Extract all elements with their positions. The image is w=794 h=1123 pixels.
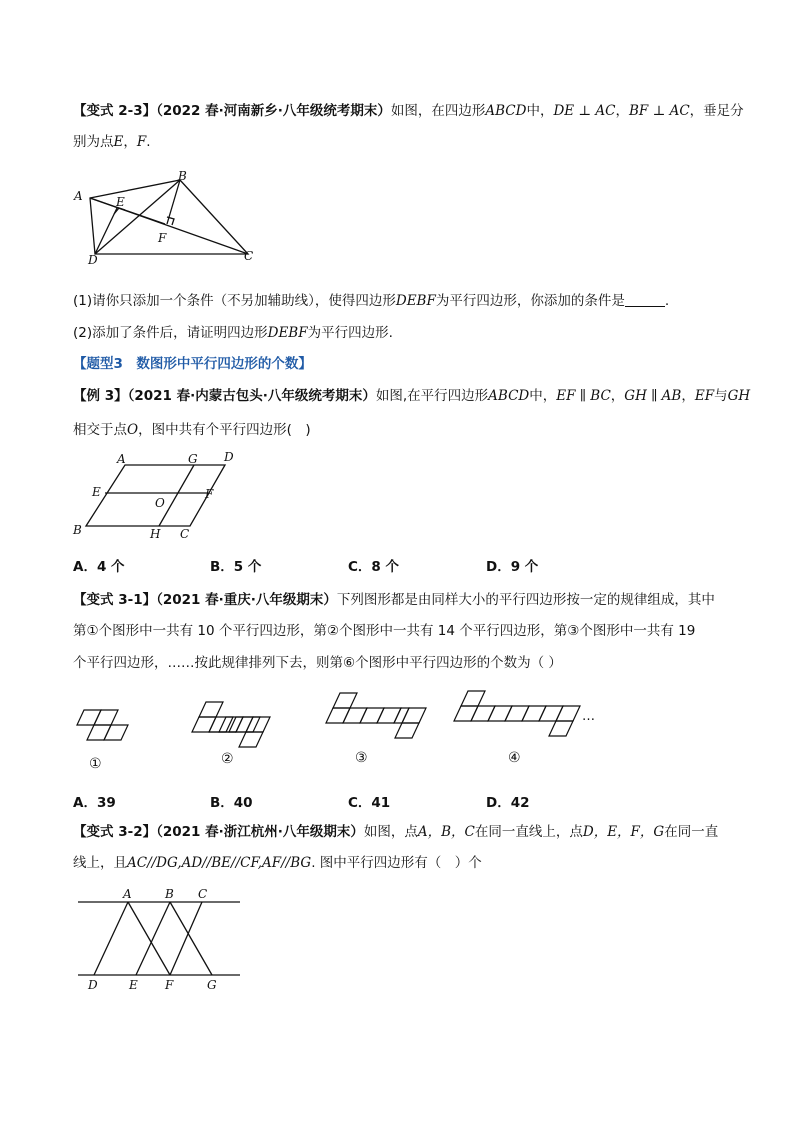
q23-line2: 别为点E，F.	[73, 134, 151, 150]
ex3-label-f: F	[205, 487, 214, 501]
q23-source: （2022 春·河南新乡·八年级统考期末）	[156, 103, 391, 119]
q23-sub1-end: .	[664, 293, 670, 309]
ex3-source: （2021 春·内蒙古包头·八年级统考期末）	[127, 388, 376, 404]
ex3-label-e: E	[92, 485, 101, 499]
q32-label-e: E	[129, 978, 138, 992]
q31-label-2: ②	[221, 751, 234, 767]
q23-figure	[70, 168, 270, 268]
q31-line2: 第①个图形中一共有 10 个平行四边形，第②个图形中一共有 14 个平行四边形，第③个图形中一共有 19	[73, 623, 696, 639]
q32-text: 在同一直线上，点	[474, 824, 583, 840]
q23-text: 别为点	[73, 134, 114, 150]
q32-line2	[73, 853, 482, 873]
q32-text: 在同一直	[664, 824, 719, 840]
ex3-text: 中，	[529, 388, 557, 404]
ex3-label-d: D	[224, 450, 234, 464]
q32-abc: A，B，C	[417, 824, 475, 840]
q23-label-d: D	[88, 253, 98, 267]
q23-abcd: ABCD	[485, 103, 527, 119]
q23-label-b: B	[178, 169, 187, 183]
q23-sub2	[73, 323, 393, 343]
q31-option-c[interactable]: C．41	[348, 795, 391, 811]
q23-label-e: E	[116, 195, 125, 209]
q23-label-a: A	[74, 189, 83, 203]
q23-sub2-pre: (2)添加了条件后，请证明四边形	[73, 325, 268, 341]
ex3-label-h: H	[150, 527, 161, 541]
q32-source: （2021 春·浙江杭州·八年级期末）	[156, 824, 364, 840]
q23-label-f: F	[158, 231, 167, 245]
ex3-label-c: C	[180, 527, 190, 541]
q32-label-g: G	[207, 978, 217, 992]
q23-sub1-post: 为平行四边形，你添加的条件是	[435, 293, 625, 309]
q31-figures	[70, 688, 630, 778]
ex3-ef: EF	[694, 388, 715, 404]
ex3-option-d[interactable]: D．9 个	[486, 559, 539, 575]
ex3-option-c[interactable]: C．8 个	[348, 559, 400, 575]
ex3-cond2: GH ∥ AB	[624, 388, 682, 404]
ex3-label-a: A	[117, 452, 126, 466]
ex3-text: 与	[714, 388, 728, 404]
q31-source: （2021 春·重庆·八年级期末）	[156, 592, 337, 608]
q31-ellipsis: …	[582, 709, 595, 724]
q31-text: 下列图形都是由同样大小的平行四边形按一定的规律组成，其中	[336, 592, 715, 608]
ex3-text: 如图,在平行四边形	[375, 388, 489, 404]
q23-sub1-pre: (1)请你只添加一个条件（不另加辅助线），使得四边形	[73, 293, 396, 309]
q32-figure	[70, 885, 270, 995]
q32-line1	[73, 822, 718, 842]
answer-blank[interactable]	[625, 292, 665, 307]
ex3-gh: GH	[727, 388, 751, 404]
q23-debf: DEBF	[395, 293, 436, 309]
q32-tag: 【变式 3-2】	[73, 824, 157, 840]
q23-tag: 【变式 2-3】	[73, 103, 157, 119]
q31-line3: 个平行四边形，……按此规律排列下去，则第⑥个图形中平行四边形的个数为（ ）	[73, 655, 562, 671]
q32-text: 如图，点	[363, 824, 418, 840]
q32-label-a: A	[123, 887, 132, 901]
ex3-option-b[interactable]: B．5 个	[210, 559, 262, 575]
q32-label-c: C	[198, 887, 208, 901]
ex3-figure	[70, 450, 270, 540]
q23-text: 如图，在四边形	[390, 103, 486, 119]
q31-label-3: ③	[355, 750, 368, 766]
q23-cond2: BF ⊥ AC	[629, 103, 690, 119]
q23-line1	[73, 101, 744, 121]
q23-sep: ，	[615, 103, 629, 119]
ex3-label-b: B	[73, 523, 82, 537]
q23-f: F	[136, 134, 147, 150]
q32-label-d: D	[88, 978, 98, 992]
ex3-line1	[73, 386, 750, 406]
ex3-option-a[interactable]: A．4 个	[73, 559, 125, 575]
ex3-label-o: O	[155, 496, 165, 510]
ex3-text: ，图中共有个平行四边形( )	[138, 422, 311, 438]
ex3-text: ，	[681, 388, 695, 404]
q23-sub2-post: 为平行四边形.	[307, 325, 393, 341]
ex3-text: 相交于点	[73, 422, 127, 438]
q31-tag: 【变式 3-1】	[73, 592, 157, 608]
q32-label-f: F	[165, 978, 174, 992]
q23-text: ，垂足分	[689, 103, 744, 119]
ex3-abcd: ABCD	[488, 388, 530, 404]
ex3-o: O	[127, 422, 139, 438]
q23-cond1: DE ⊥ AC	[553, 103, 616, 119]
q31-line1	[73, 590, 715, 610]
ex3-label-g: G	[188, 452, 198, 466]
ex3-sep: ，	[610, 388, 625, 404]
q31-option-a[interactable]: A．39	[73, 795, 116, 811]
q32-text: 线上，且	[73, 855, 127, 871]
q32-label-b: B	[165, 887, 174, 901]
q23-e: E	[113, 134, 124, 150]
ex3-line2	[73, 420, 311, 440]
q32-defg: D，E，F，G	[582, 824, 665, 840]
q31-label-4: ④	[508, 750, 521, 766]
q31-label-1: ①	[89, 756, 102, 772]
ex3-cond1: EF ∥ BC	[556, 388, 611, 404]
q23-text: .	[146, 134, 151, 150]
q23-debf: DEBF	[267, 325, 308, 341]
q23-label-c: C	[244, 249, 254, 263]
q31-option-b[interactable]: B．40	[210, 795, 253, 811]
q23-text: 中，	[526, 103, 554, 119]
q23-sub1	[73, 291, 669, 311]
section-title: 【题型3 数图形中平行四边形的个数】	[73, 356, 312, 372]
q31-option-d[interactable]: D．42	[486, 795, 530, 811]
q32-conditions: AC//DG,AD//BE//CF,AF//BG	[127, 855, 312, 871]
ex3-tag: 【例 3】	[73, 388, 128, 404]
q32-text: . 图中平行四边形有（ ）个	[311, 855, 482, 871]
